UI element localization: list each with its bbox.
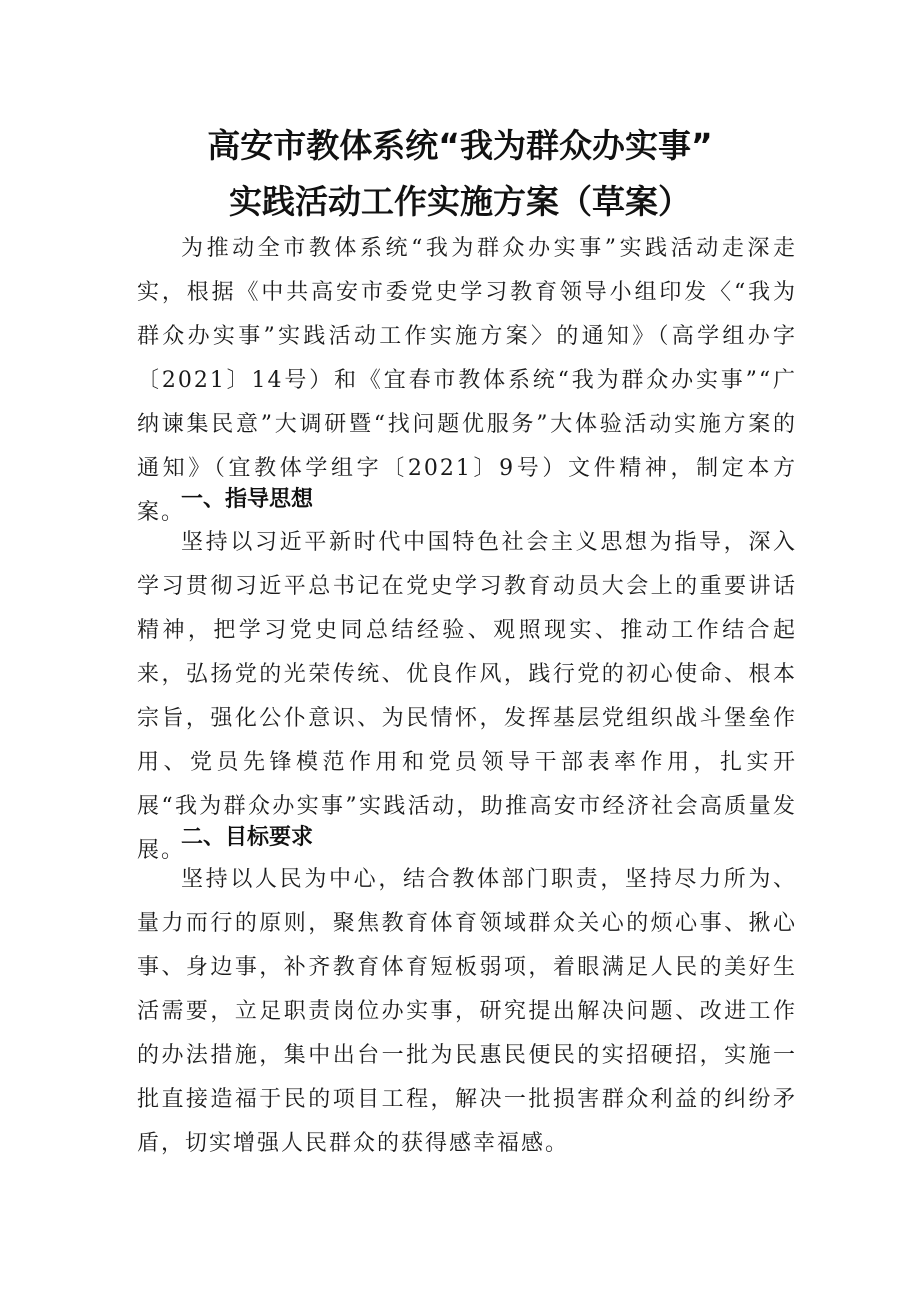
intro-paragraph: 为推动全市教体系统“我为群众办实事”实践活动走深走实，根据《中共高安市委党史学习教育领导小组印发〈“我为群众办实事”实践活动工作实施方案〉的通知》（高学组办字〔2021〕14号）和《宜春市教体系统“我为群众办实事”“广纳谏集民意”大调研暨“找问题优服务”大体验活动实施方案的通知》（宜教体学组字〔2021〕9号）文件精神，制定本方案。 <box>137 236 797 525</box>
section-paragraph-guiding-ideology: 坚持以习近平新时代中国特色社会主义思想为指导，深入学习贯彻习近平总书记在党史学习教育动员大会上的重要讲话精神，把学习党史同总结经验、观照现实、推动工作结合起来，弘扬党的光荣传统、优良作风，践行党的初心使命、根本宗旨，强化公仆意识、为民情怀，发挥基层党组织战斗堡垒作用、党员先锋模范作用和党员领导干部表率作用，扎实开展“我为群众办实事”实践活动，助推高安市经济社会高质量发展。 <box>137 530 797 863</box>
document-title-line-1: 高安市教体系统“我为群众办实事” <box>207 126 713 165</box>
section-paragraph-goals: 坚持以人民为中心，结合教体部门职责，坚持尽力所为、量力而行的原则，聚焦教育体育领域群众关心的烦心事、揪心事、身边事，补齐教育体育短板弱项，着眼满足人民的美好生活需要，立足职责岗位办实事，研究提出解决问题、改进工作的办法措施，集中出台一批为民惠民便民的实招硬招，实施一批直接造福于民的项目工程，解决一批损害群众利益的纠纷矛盾，切实增强人民群众的获得感幸福感。 <box>137 867 797 1156</box>
document-title-line-2: 实践活动工作实施方案（草案） <box>229 182 691 221</box>
section-heading-goals: 二、目标要求 <box>181 825 314 850</box>
section-heading-guiding-ideology: 一、指导思想 <box>181 487 314 512</box>
